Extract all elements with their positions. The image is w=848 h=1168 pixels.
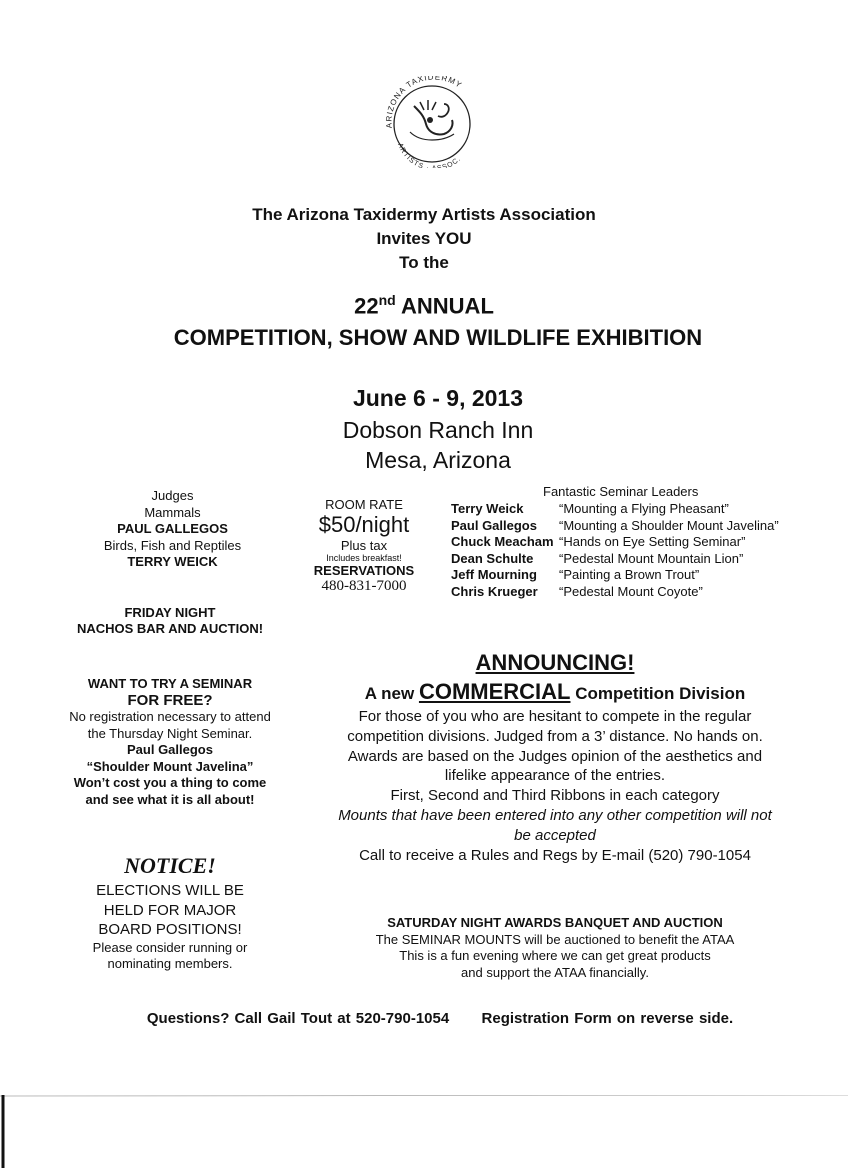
leader-topic: “Hands on Eye Setting Seminar” [559,534,746,549]
judges-category-mammals: Mammals [144,504,201,520]
banquet-line: This is a fun evening where we can get great products [399,948,711,963]
footer-registration: Registration Form on reverse side. [481,1010,734,1027]
leader-row [451,518,779,535]
leader-topic: “Mounting a Shoulder Mount Javelina” [559,517,779,533]
leader-topic: “Mounting a Flying Pheasant” [559,501,729,516]
banquet-block [300,915,810,981]
notice-line: HELD FOR MAJOR [103,901,237,919]
notice-line: nominating members. [107,955,233,971]
notice-line: BOARD POSITIONS! [98,921,242,938]
leader-topic: “Pedestal Mount Coyote” [559,583,703,599]
logo-bottom-text: ARTISTS SOC. [396,142,463,168]
announcing-line: Awards are based on the Judges opinion of the aesthetics and [347,747,763,765]
announcing-contact: Call to receive a Rules and Regs by E-mail (520) 790-1054 [359,846,751,864]
title-number: 22 [354,293,379,319]
leader-name: Chuck Meacham [451,534,554,549]
reservations-phone: 480-831-7000 [321,578,407,594]
room-rate-block [300,497,428,595]
notice-line: ELECTIONS WILL BE [96,882,244,899]
leaders-title: Fantastic Seminar Leaders [543,484,699,499]
logo-top-text: ARIZONA TAXIDERMY [384,76,464,129]
leader-topic: “Painting a Brown Trout” [559,567,700,582]
commercial-division-heading [300,679,810,705]
reservations-label: RESERVATIONS [313,563,415,578]
commercial-pre: A new [364,684,419,703]
free-seminar-text: Won’t cost you a thing to come [73,775,267,790]
association-logo [380,76,484,168]
announcing-heading: ANNOUNCING! [475,650,635,675]
judge-name: PAUL GALLEGOS [117,521,228,536]
leader-topic: “Pedestal Mount Mountain Lion” [559,550,744,566]
free-seminar-heading: WANT TO TRY A SEMINAR [87,676,253,691]
footer-questions: Questions? Call Gail Tout at 520-790-1054 [146,1010,450,1027]
commercial-post: Competition Division [570,684,746,703]
event-city: Mesa, Arizona [365,447,511,473]
announcing-line: lifelike appearance of the entries. [444,767,666,785]
title-annual [0,292,848,319]
title-competition: COMPETITION, SHOW AND WILDLIFE EXHIBITION [173,325,703,350]
notice-line: Please consider running or [92,939,248,955]
room-rate-label: ROOM RATE [325,497,403,512]
announcing-line: First, Second and Third Ribbons in each category [390,787,720,805]
room-price: $50/night [318,512,410,537]
leader-name: Chris Krueger [451,583,538,599]
announcing-line: Mounts that have been entered into any other competition will not [338,806,772,824]
leader-name: Paul Gallegos [451,517,537,533]
leader-row [451,567,779,584]
header-invites: Invites YOU [376,229,472,248]
svg-text:ARTISTS · ASSOC. [396,142,463,168]
free-seminar-topic: “Shoulder Mount Javelina” [86,758,254,774]
notice-heading: NOTICE! [124,853,216,878]
leader-row [451,534,779,551]
free-seminar-text: the Thursday Night Seminar. [87,725,253,741]
header-to-the: To the [399,253,449,272]
judges-block [60,488,285,571]
leader-row [451,584,779,601]
title-annual-word: ANNUAL [401,293,494,319]
event-venue: Dobson Ranch Inn [342,417,534,443]
leader-name: Terry Weick [451,501,524,516]
friday-line2: NACHOS BAR AND AUCTION! [76,621,264,636]
room-tax: Plus tax [340,538,388,553]
room-breakfast: Includes breakfast! [326,553,402,563]
commercial-word: COMMERCIAL [418,679,571,704]
announcing-body [300,707,810,865]
announcing-line: For those of you who are hesitant to compete in the regular [358,708,752,725]
free-seminar-subheading: FOR FREE? [127,691,213,709]
leader-row [451,551,779,568]
banquet-heading: SATURDAY NIGHT AWARDS BANQUET AND AUCTION [387,915,723,930]
banquet-line: The SEMINAR MOUNTS will be auctioned to benefit the ATAA [375,931,735,947]
leader-name: Dean Schulte [451,550,534,566]
leaders-list [451,501,779,600]
free-seminar-leader: Paul Gallegos [127,742,213,757]
banquet-line: and support the ATAA financially. [461,964,649,980]
footer [0,1010,848,1027]
judges-heading: Judges [151,488,194,503]
announcing-line: be accepted [514,826,596,844]
friday-night-block [40,605,300,637]
leader-row [451,501,779,518]
event-date: June 6 - 9, 2013 [352,385,524,411]
header-association: The Arizona Taxidermy Artists Association [252,205,596,224]
judges-category-birds: Birds, Fish and Reptiles [103,537,242,553]
announcing-line: competition divisions. Judged from a 3’ distance. No hands on. [347,727,763,745]
logo-seal-graphic [380,76,484,168]
leader-name: Jeff Mourning [451,567,537,582]
scan-edge [0,1095,848,1168]
free-seminar-text: No registration necessary to attend [69,709,271,724]
friday-line1: FRIDAY NIGHT [124,605,216,620]
notice-block [50,881,290,972]
judge-name: TERRY WEICK [127,554,218,569]
free-seminar-text: and see what it is all about! [85,791,255,807]
title-suffix: nd [378,292,396,308]
free-seminar-block [45,676,295,808]
